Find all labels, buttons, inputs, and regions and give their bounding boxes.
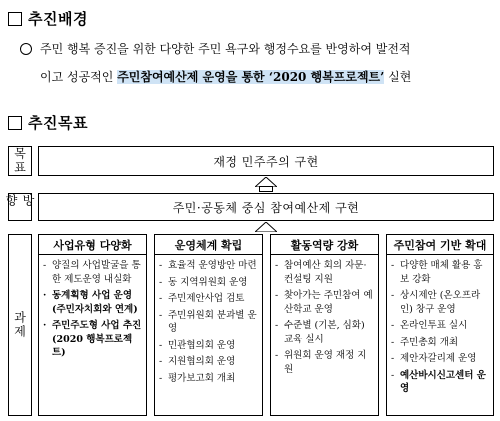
direction-text: 주민·공동체 중심 참여예산제 구현 [172, 200, 360, 215]
task-item: · 주민주도형 사업 추진 (2020 행복프로젝트) [43, 319, 143, 360]
task-column-head: 운영체계 확립 [155, 235, 262, 255]
goal-text: 재정 민주주의 구현 [213, 154, 319, 169]
task-column-4 [386, 234, 494, 416]
circle-bullet-icon [20, 43, 32, 55]
label-task: 과제 [8, 234, 32, 416]
task-item: - 수준별 (기본, 심화) 교육 실시 [275, 320, 365, 345]
direction-box [38, 193, 494, 221]
section-title-background: 추진배경 [28, 10, 88, 28]
background-line-1 [20, 40, 411, 57]
section-heading-goals [8, 112, 88, 133]
task-item: - 양질의 사업발굴을 통한 제도운영 내실화 [43, 260, 141, 285]
task-item: - 찾아가는 주민참여 예산학교 운영 [275, 290, 373, 315]
task-column-body [387, 255, 493, 401]
task-item: - 동 지역위원회 운영 [159, 276, 248, 288]
task-column-body [39, 255, 146, 365]
background-text-2-pre: 이고 성공적인 [40, 70, 118, 84]
task-item: - 참여예산 회의 자문·컨설팅 지원 [275, 260, 367, 285]
task-item: - 주민총회 개최 [391, 336, 459, 348]
task-column-3 [270, 234, 379, 416]
task-column-head: 주민참여 기반 확대 [387, 235, 493, 255]
up-arrow-icon [255, 222, 277, 232]
task-column-body [271, 255, 378, 381]
task-item: - 주민제안사업 검토 [159, 293, 245, 304]
task-item: - 예산바시신고센터 운영 [391, 369, 486, 394]
label-direction: 방향 [8, 193, 32, 221]
section-title-goals: 추진목표 [28, 114, 88, 132]
task-item: - 온라인투표 실시 [391, 320, 468, 331]
task-column-body [155, 255, 262, 390]
task-item: - 제안자갈리제 운영 [391, 353, 477, 364]
background-line-2 [40, 68, 411, 85]
task-item: - 효율적 운영방안 마련 [159, 260, 257, 271]
task-item: - 위원회 운영 재정 지원 [275, 350, 367, 375]
task-item: · 동계획형 사업 운영 (주민자치회와 연계) [43, 289, 143, 316]
background-text-1: 주민 행복 증진을 위한 다양한 주민 욕구와 행정수요를 반영하여 발전적 [40, 42, 411, 56]
task-item: - 상시제안 (온오프라인) 창구 운영 [391, 290, 481, 315]
task-item: - 다양한 매체 활용 홍보 강화 [391, 260, 483, 285]
background-highlight: 주민참여예산제 운영을 통한 ‘2020 행복프로젝트’ [117, 70, 385, 84]
checkbox-square-icon [8, 116, 22, 130]
background-text-2-post: 실현 [384, 70, 412, 84]
task-item: - 평가보고회 개최 [159, 372, 236, 384]
arrow-stem-icon [259, 186, 273, 192]
section-heading-background [8, 8, 88, 29]
checkbox-square-icon [8, 12, 22, 26]
goal-box [38, 146, 494, 176]
task-item: - 민관협의회 운영 [159, 339, 236, 351]
task-column-head: 활동역량 강화 [271, 235, 378, 255]
label-goal: 목표 [8, 146, 32, 176]
task-column-2 [154, 234, 263, 416]
task-item: - 주민위원회 분과별 운영 [159, 309, 257, 334]
task-item: - 지원협의회 운영 [159, 356, 236, 367]
task-column-head: 사업유형 다양화 [39, 235, 146, 255]
task-column-1 [38, 234, 147, 416]
